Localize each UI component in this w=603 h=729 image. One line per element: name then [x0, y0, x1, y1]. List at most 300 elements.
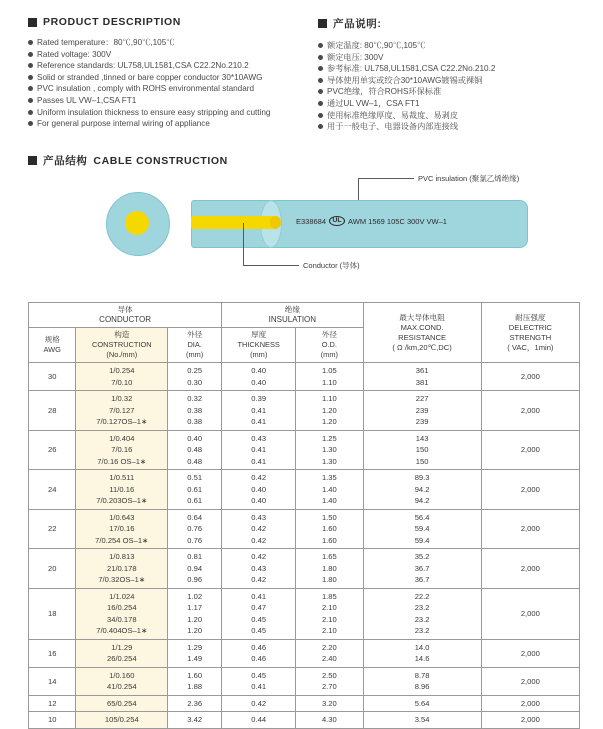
- cell-line: 0.61: [187, 484, 203, 494]
- cell-strength: 2,000: [481, 639, 579, 667]
- leader-line-insulation-horizontal: [358, 178, 414, 179]
- description-item-text: For general purpose internal wiring of appliance: [37, 119, 210, 129]
- cell-line: 8.96: [414, 682, 430, 691]
- cell-line: 381: [415, 377, 429, 387]
- description-item-text: Uniform insulation thickness to ensure easy stripping and cutting: [37, 107, 271, 117]
- cell-thickness: [222, 639, 296, 667]
- cell-line: 7/0.404OS–1∗: [96, 626, 148, 635]
- product-description-header-cn: [318, 16, 580, 31]
- cell-construction: [76, 667, 168, 695]
- square-bullet-icon: [318, 19, 327, 28]
- bullet-dot-icon: [318, 66, 323, 71]
- cell-resistance: [363, 430, 481, 470]
- cable-print-rating: AWM 1569 105C 300V VW–1: [348, 216, 447, 226]
- cell-line: 23.2: [414, 603, 430, 612]
- cell-awg: 20: [29, 549, 76, 589]
- cell-line: 0.76: [187, 524, 203, 533]
- cell-line: 89.3: [414, 473, 430, 482]
- cell-line: 59.4: [414, 524, 430, 533]
- cell-line: 23.2: [414, 626, 430, 635]
- description-item-text: Solid or stranded ,tinned or bare copper conductor 30*10AWG: [37, 72, 263, 82]
- cell-line: 1/1.024: [109, 591, 135, 601]
- cell-line: 1.17: [187, 603, 203, 612]
- header-resistance-unit: ( Ω /km,20℃,DC): [392, 342, 452, 352]
- cell-line: 1/0.511: [109, 473, 135, 482]
- cell-line: 0.45: [251, 626, 267, 635]
- list-item: [318, 63, 580, 75]
- header-diameter-en: DIA.: [187, 340, 202, 349]
- header-strength-cn: 耐压强度: [515, 312, 546, 322]
- cell-line: 2.10: [321, 603, 337, 612]
- header-od-en: O.D.: [321, 340, 337, 349]
- cell-od: [296, 695, 363, 712]
- cell-line: 1/0.643: [109, 512, 135, 522]
- cell-line: 1.88: [187, 682, 203, 691]
- description-item-text: PVC insulation , comply with ROHS environmental standard: [37, 84, 255, 94]
- header-strength-en2: STRENGTH: [509, 332, 552, 342]
- header-resistance-en1: MAX.COND.: [400, 322, 444, 332]
- description-item-text: 参考标准: UL758,UL1581,CSA C22.2No.210.2: [327, 64, 496, 74]
- cell-line: 0.40: [187, 433, 203, 443]
- cell-line: 7/0.16 OS–1∗: [97, 456, 147, 466]
- cell-od: [296, 549, 363, 589]
- cell-line: 2.36: [187, 698, 203, 708]
- cell-line: 0.42: [251, 473, 267, 482]
- cell-strength: 2,000: [481, 695, 579, 712]
- description-english-column: [28, 16, 318, 149]
- header-insulation-cn: 绝缘: [284, 305, 300, 314]
- cell-strength: 2,000: [481, 712, 579, 729]
- cell-line: 2.10: [321, 614, 337, 624]
- cell-construction: [76, 695, 168, 712]
- cell-dia: [168, 363, 222, 391]
- cell-line: 0.43: [251, 512, 267, 522]
- cell-construction: [76, 430, 168, 470]
- header-diameter: [168, 328, 222, 363]
- cell-dia: [168, 695, 222, 712]
- cell-resistance: [363, 588, 481, 639]
- cell-line: 1.10: [321, 394, 337, 403]
- cell-line: 1.29: [187, 642, 203, 652]
- cell-resistance: [363, 667, 481, 695]
- cell-line: 1.60: [187, 670, 203, 680]
- header-od: [296, 328, 363, 363]
- cell-line: 143: [415, 433, 429, 443]
- cell-line: 2.70: [321, 682, 337, 691]
- description-item-text: Rated voltage: 300V: [37, 49, 112, 59]
- cell-construction: [76, 588, 168, 639]
- cell-thickness: [222, 695, 296, 712]
- cell-awg: 30: [29, 363, 76, 391]
- description-item-text: Reference standards: UL758,UL1581,CSA C22.2No.210.2: [37, 61, 249, 71]
- cell-line: 0.45: [251, 614, 267, 624]
- cell-dia: [168, 667, 222, 695]
- cell-strength: 2,000: [481, 549, 579, 589]
- cell-thickness: [222, 391, 296, 431]
- cell-line: 0.48: [187, 445, 203, 454]
- cell-strength: 2,000: [481, 667, 579, 695]
- cell-dia: [168, 549, 222, 589]
- list-item: [28, 60, 318, 72]
- cell-line: 22.2: [414, 591, 430, 601]
- cell-strength: 2,000: [481, 588, 579, 639]
- header-conductor-cn: 导体: [117, 305, 133, 314]
- header-thickness: [222, 328, 296, 363]
- table-header-row-group: [29, 303, 580, 328]
- product-description-title-cn: 产品说明:: [333, 18, 382, 30]
- cell-resistance: [363, 549, 481, 589]
- list-item: [318, 40, 580, 52]
- cell-line: 26/0.254: [107, 654, 137, 663]
- cell-line: 1.05: [321, 366, 337, 375]
- cell-line: 1.85: [321, 591, 337, 601]
- cell-line: 0.96: [187, 575, 203, 584]
- cable-print-code: E338684: [296, 216, 327, 226]
- cell-line: 65/0.254: [107, 698, 137, 708]
- bullet-dot-icon: [28, 110, 33, 115]
- header-thickness-unit: (mm): [250, 350, 268, 359]
- bullet-dot-icon: [28, 40, 33, 45]
- cell-line: 0.40: [251, 496, 267, 505]
- bullet-dot-icon: [28, 98, 33, 103]
- description-list-en: [28, 37, 318, 130]
- cell-awg: 28: [29, 391, 76, 431]
- table-row: [29, 639, 580, 667]
- square-bullet-icon: [28, 18, 37, 27]
- cell-line: 1/0.254: [109, 366, 135, 375]
- cell-line: 0.40: [251, 484, 267, 494]
- cell-thickness: [222, 667, 296, 695]
- description-item-text: 使用标准绝缘厚度、易裁度、易剥皮: [327, 110, 459, 120]
- header-diameter-cn: 外径: [187, 330, 203, 339]
- cable-construction-title-cn: 产品结构: [43, 155, 88, 167]
- cell-line: 1/0.813: [109, 552, 135, 561]
- cell-line: 3.42: [187, 715, 203, 724]
- cell-resistance: [363, 363, 481, 391]
- cell-awg: 12: [29, 695, 76, 712]
- cell-thickness: [222, 470, 296, 510]
- cell-line: 94.2: [414, 484, 430, 494]
- cell-dia: [168, 509, 222, 549]
- list-item: [28, 107, 318, 119]
- cell-line: 56.4: [414, 512, 430, 522]
- cell-od: [296, 470, 363, 510]
- header-insulation-en: INSULATION: [268, 315, 317, 324]
- cell-line: 7/0.10: [111, 377, 133, 387]
- description-item-text: 额定温度: 80℃,90℃,105℃: [327, 41, 426, 50]
- cell-line: 94.2: [414, 496, 430, 505]
- list-item: [28, 118, 318, 130]
- cell-line: 16/0.254: [107, 603, 137, 612]
- cell-line: 0.38: [187, 417, 203, 426]
- cell-line: 0.41: [251, 445, 267, 454]
- description-item-text: 用于一般电子、电器设备内部连接线: [327, 122, 459, 132]
- cell-line: 36.7: [414, 563, 430, 573]
- cell-line: 0.40: [251, 366, 267, 375]
- cell-line: 2.40: [321, 654, 337, 663]
- cell-od: [296, 430, 363, 470]
- conductor-label: Conductor (导体): [303, 261, 360, 270]
- header-construction-cn: 构造: [114, 330, 130, 339]
- table-row: [29, 509, 580, 549]
- list-item: [28, 83, 318, 95]
- table-header: [29, 303, 580, 363]
- cell-line: 1.20: [321, 417, 337, 426]
- cell-line: 0.41: [251, 591, 267, 601]
- cell-line: 11/0.16: [109, 484, 135, 494]
- list-item: [318, 86, 580, 98]
- cell-line: 1.10: [321, 377, 337, 387]
- cell-line: 0.32: [187, 394, 203, 403]
- list-item: [318, 75, 580, 87]
- cell-line: 0.40: [251, 377, 267, 387]
- bullet-dot-icon: [318, 89, 323, 94]
- cable-print-text: [296, 216, 447, 226]
- cell-line: 1.80: [321, 563, 337, 573]
- cell-line: 0.45: [251, 670, 267, 680]
- cell-line: 0.61: [187, 496, 203, 505]
- cell-line: 34/0.178: [107, 614, 137, 624]
- header-resistance: [363, 303, 481, 363]
- bullet-dot-icon: [318, 113, 323, 118]
- cell-line: 227: [415, 394, 429, 403]
- cell-construction: [76, 509, 168, 549]
- cell-line: 0.42: [251, 552, 267, 561]
- header-awg-cn: 规格: [44, 335, 60, 344]
- insulation-label: PVC insulation (聚氯乙烯绝缘): [418, 174, 520, 183]
- cell-line: 0.43: [251, 563, 267, 573]
- cell-line: 1.20: [187, 626, 203, 635]
- cell-thickness: [222, 509, 296, 549]
- cell-line: 1.35: [321, 473, 337, 482]
- header-thickness-en: THICKNESS: [237, 340, 280, 349]
- header-od-cn: 外径: [321, 330, 337, 339]
- header-strength-en1: DELECTRIC: [508, 322, 552, 332]
- cable-conductor-tip: [270, 216, 281, 229]
- ul-logo-icon: UL: [329, 216, 345, 226]
- cell-od: [296, 391, 363, 431]
- cell-line: 239: [415, 417, 429, 426]
- bullet-dot-icon: [318, 55, 323, 60]
- cell-line: 36.7: [414, 575, 430, 584]
- cell-line: 0.38: [187, 405, 203, 415]
- cell-line: 0.64: [187, 512, 203, 522]
- list-item: [28, 37, 318, 49]
- cell-resistance: [363, 391, 481, 431]
- cell-line: 1/0.32: [111, 394, 133, 403]
- header-construction-en: CONSTRUCTION: [92, 340, 152, 349]
- bullet-dot-icon: [28, 52, 33, 57]
- cell-thickness: [222, 363, 296, 391]
- cell-dia: [168, 639, 222, 667]
- header-construction: [76, 328, 168, 363]
- cell-line: 1.20: [321, 405, 337, 415]
- bullet-dot-icon: [318, 101, 323, 106]
- header-resistance-cn: 最大导体电阻: [399, 312, 445, 322]
- cell-construction: [76, 470, 168, 510]
- cell-dia: [168, 588, 222, 639]
- table-row: [29, 588, 580, 639]
- cell-line: 1.50: [321, 512, 337, 522]
- cell-line: 0.41: [251, 417, 267, 426]
- cell-line: 0.44: [251, 715, 267, 724]
- cell-od: [296, 509, 363, 549]
- cell-line: 21/0.178: [107, 563, 137, 573]
- cell-line: 7/0.203OS–1∗: [96, 496, 148, 505]
- cell-construction: [76, 391, 168, 431]
- table-row: [29, 430, 580, 470]
- cell-line: 7/0.16: [111, 445, 133, 454]
- cell-line: 0.41: [251, 682, 267, 691]
- cell-line: 0.41: [251, 456, 267, 466]
- cell-strength: 2,000: [481, 391, 579, 431]
- cell-strength: 2,000: [481, 509, 579, 549]
- cell-line: 4.30: [321, 715, 337, 724]
- cell-line: 1.40: [321, 496, 337, 505]
- header-strength: [481, 303, 579, 363]
- cell-awg: 14: [29, 667, 76, 695]
- cell-line: 3.20: [321, 698, 337, 708]
- cell-line: 14.6: [414, 654, 430, 663]
- bullet-dot-icon: [318, 43, 323, 48]
- product-description-title-en: PRODUCT DESCRIPTION: [43, 16, 181, 28]
- description-item-text: 导体使用单实或绞合30*10AWG镀锡或裸铜: [327, 75, 483, 85]
- cell-line: 2.50: [321, 670, 337, 680]
- cell-resistance: [363, 470, 481, 510]
- cell-line: 0.42: [251, 575, 267, 584]
- cell-line: 0.42: [251, 524, 267, 533]
- cell-strength: 2,000: [481, 470, 579, 510]
- cable-diagram: [28, 174, 580, 288]
- list-item: [318, 98, 580, 110]
- list-item: [318, 121, 580, 133]
- cable-construction-header: [28, 153, 228, 168]
- cell-line: 105/0.254: [104, 715, 139, 724]
- description-item-text: PVC绝缘，符合ROHS环保标准: [327, 87, 442, 97]
- cell-line: 1.60: [321, 535, 337, 545]
- cell-line: 0.42: [251, 698, 267, 708]
- cell-strength: 2,000: [481, 363, 579, 391]
- list-item: [28, 49, 318, 61]
- cell-line: 7/0.127: [109, 405, 135, 415]
- cell-construction: [76, 549, 168, 589]
- cell-construction: [76, 639, 168, 667]
- cell-awg: 16: [29, 639, 76, 667]
- cell-line: 0.51: [187, 473, 203, 482]
- cell-resistance: [363, 695, 481, 712]
- cell-line: 1/0.160: [109, 670, 135, 680]
- cell-line: 1/1.29: [111, 642, 133, 652]
- cell-line: 0.25: [187, 366, 203, 375]
- cell-strength: 2,000: [481, 430, 579, 470]
- header-awg-en: AWG: [43, 345, 61, 354]
- square-bullet-icon: [28, 156, 37, 165]
- table-row: [29, 470, 580, 510]
- cable-construction-title-en: CABLE CONSTRUCTION: [93, 154, 228, 167]
- cell-awg: 26: [29, 430, 76, 470]
- cell-dia: [168, 430, 222, 470]
- cell-line: 1.02: [187, 591, 203, 601]
- cell-line: 23.2: [414, 614, 430, 624]
- cell-line: 7/0.127OS–1∗: [96, 417, 148, 426]
- cell-line: 17/0.16: [109, 524, 135, 533]
- description-item-text: Rated temperature：80℃,90℃,105℃: [37, 38, 175, 47]
- cell-thickness: [222, 588, 296, 639]
- bullet-dot-icon: [28, 75, 33, 80]
- list-item: [28, 95, 318, 107]
- bullet-dot-icon: [28, 63, 33, 68]
- bullet-dot-icon: [318, 124, 323, 129]
- cell-line: 361: [415, 366, 429, 375]
- table-row: [29, 695, 580, 712]
- cell-line: 0.47: [251, 603, 267, 612]
- cell-line: 1.20: [187, 614, 203, 624]
- cell-line: 3.54: [414, 715, 430, 724]
- cell-thickness: [222, 549, 296, 589]
- cell-awg: 22: [29, 509, 76, 549]
- table-row: [29, 549, 580, 589]
- header-resistance-en2: RESISTANCE: [398, 332, 447, 342]
- description-chinese-column: [318, 16, 580, 149]
- cell-line: 0.81: [187, 552, 203, 561]
- cell-line: 1.30: [321, 456, 337, 466]
- cable-conductor: [191, 216, 276, 229]
- cell-construction: [76, 363, 168, 391]
- cell-thickness: [222, 430, 296, 470]
- cell-line: 150: [415, 445, 429, 454]
- cell-line: 59.4: [414, 535, 430, 545]
- cell-dia: [168, 391, 222, 431]
- header-od-unit: (mm): [320, 350, 338, 359]
- description-section: [28, 16, 580, 149]
- table-row: [29, 667, 580, 695]
- header-construction-unit: (No./mm): [106, 350, 138, 359]
- cell-line: 41/0.254: [107, 682, 137, 691]
- table-row: [29, 363, 580, 391]
- cell-awg: 18: [29, 588, 76, 639]
- product-description-header-en: [28, 16, 318, 28]
- cell-line: 1.25: [321, 433, 337, 443]
- cell-line: 0.30: [187, 377, 203, 387]
- description-item-text: Passes UL VW–1,CSA FT1: [37, 95, 137, 105]
- cell-line: 0.94: [187, 563, 203, 573]
- specification-table: [28, 302, 580, 729]
- header-awg: [29, 328, 76, 363]
- list-item: [318, 110, 580, 122]
- cell-line: 1.65: [321, 552, 337, 561]
- cell-resistance: [363, 639, 481, 667]
- cell-resistance: [363, 509, 481, 549]
- description-item-text: 通过UL VW–1，CSA FT1: [327, 98, 420, 108]
- cell-line: 0.39: [251, 394, 267, 403]
- cell-line: 1.49: [187, 654, 203, 663]
- cell-od: [296, 588, 363, 639]
- cell-od: [296, 667, 363, 695]
- leader-line-conductor-horizontal: [243, 265, 299, 266]
- bullet-dot-icon: [318, 78, 323, 83]
- list-item: [318, 52, 580, 64]
- cell-od: [296, 363, 363, 391]
- cell-line: 7/0.254 OS–1∗: [95, 535, 149, 545]
- description-list-cn: [318, 40, 580, 133]
- cell-line: 0.42: [251, 535, 267, 545]
- header-diameter-unit: (mm): [186, 350, 204, 359]
- cell-line: 1/0.404: [109, 433, 135, 443]
- header-conductor-en: CONDUCTOR: [99, 315, 152, 324]
- cell-line: 0.48: [187, 456, 203, 466]
- cell-line: 150: [415, 456, 429, 466]
- bullet-dot-icon: [28, 86, 33, 91]
